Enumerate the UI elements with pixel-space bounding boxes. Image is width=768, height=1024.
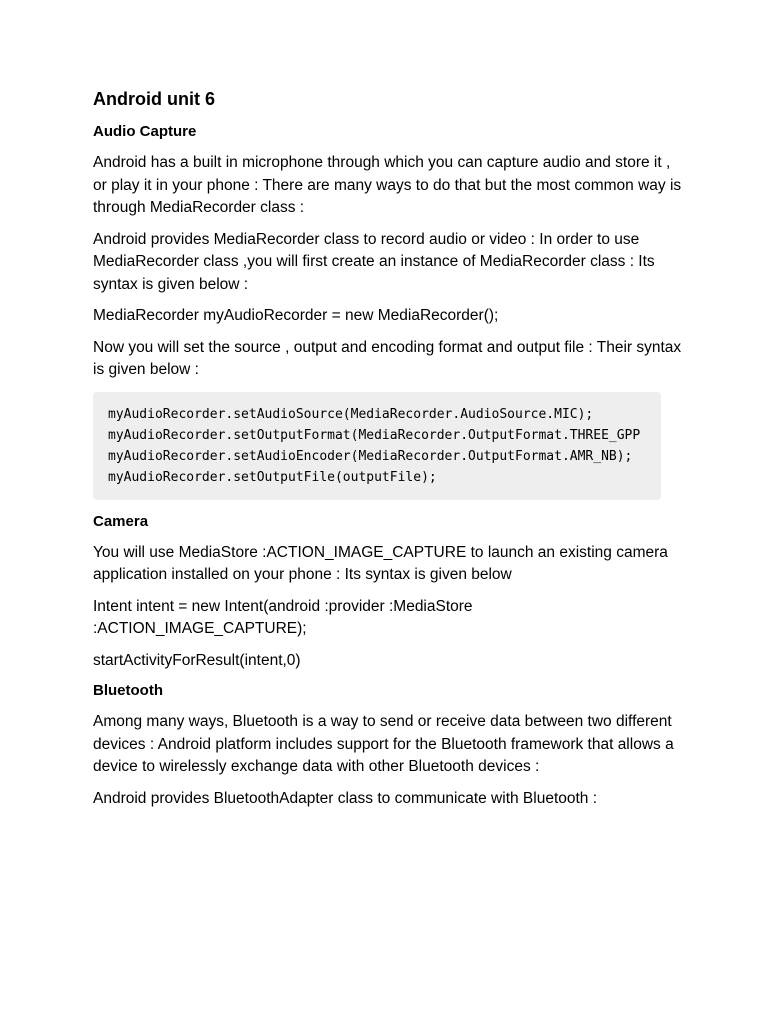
document-page [93,88,683,819]
audio-capture-instance-code: MediaRecorder myAudioRecorder = new MediaRecorder(); [93,307,499,324]
document-title: Android unit 6 [93,89,215,109]
audio-capture-mediarecorder: Android provides MediaRecorder class to record audio or video : In order to use MediaRecorder class ,you will first create an instance of MediaRecorder class : Its syntax is given below : [93,230,655,293]
bluetooth-adapter: Android provides BluetoothAdapter class to communicate with Bluetooth : [93,789,598,807]
camera-start-activity: startActivityForResult(intent,0) [93,651,301,669]
heading-audio-capture: Audio Capture [93,123,197,140]
audio-capture-source-text: Now you will set the source , output and encoding format and output file : Their syntax is given below : [93,338,682,378]
code-line: myAudioRecorder.setOutputFile(outputFile); [108,469,437,485]
bluetooth-intro: Among many ways, Bluetooth is a way to send or receive data between two different devices : Android platform includes support for the Bluetooth framework that allows a device to wirelessly exchange data with other Bluetooth devices : [93,713,674,775]
code-line: myAudioRecorder.setOutputFormat(MediaRecorder.OutputFormat.THREE_GPP [108,427,641,443]
heading-camera: Camera [93,512,149,530]
camera-intent-code: Intent intent = new Intent(android :provider :MediaStore :ACTION_IMAGE_CAPTURE); [93,597,473,637]
code-line: myAudioRecorder.setAudioSource(MediaRecorder.AudioSource.MIC); [108,406,594,422]
code-block [93,392,661,500]
heading-bluetooth: Bluetooth [93,682,163,699]
camera-intro: You will use MediaStore :ACTION_IMAGE_CAPTURE to launch an existing camera application installed on your phone : Its syntax is given below [93,543,668,583]
code-line: myAudioRecorder.setAudioEncoder(MediaRecorder.OutputFormat.AMR_NB); [108,448,633,464]
audio-capture-intro: Android has a built in microphone through which you can capture audio and store it , or play it in your phone : There are many ways to do that but the most common way is through MediaRecorder class : [93,154,682,216]
